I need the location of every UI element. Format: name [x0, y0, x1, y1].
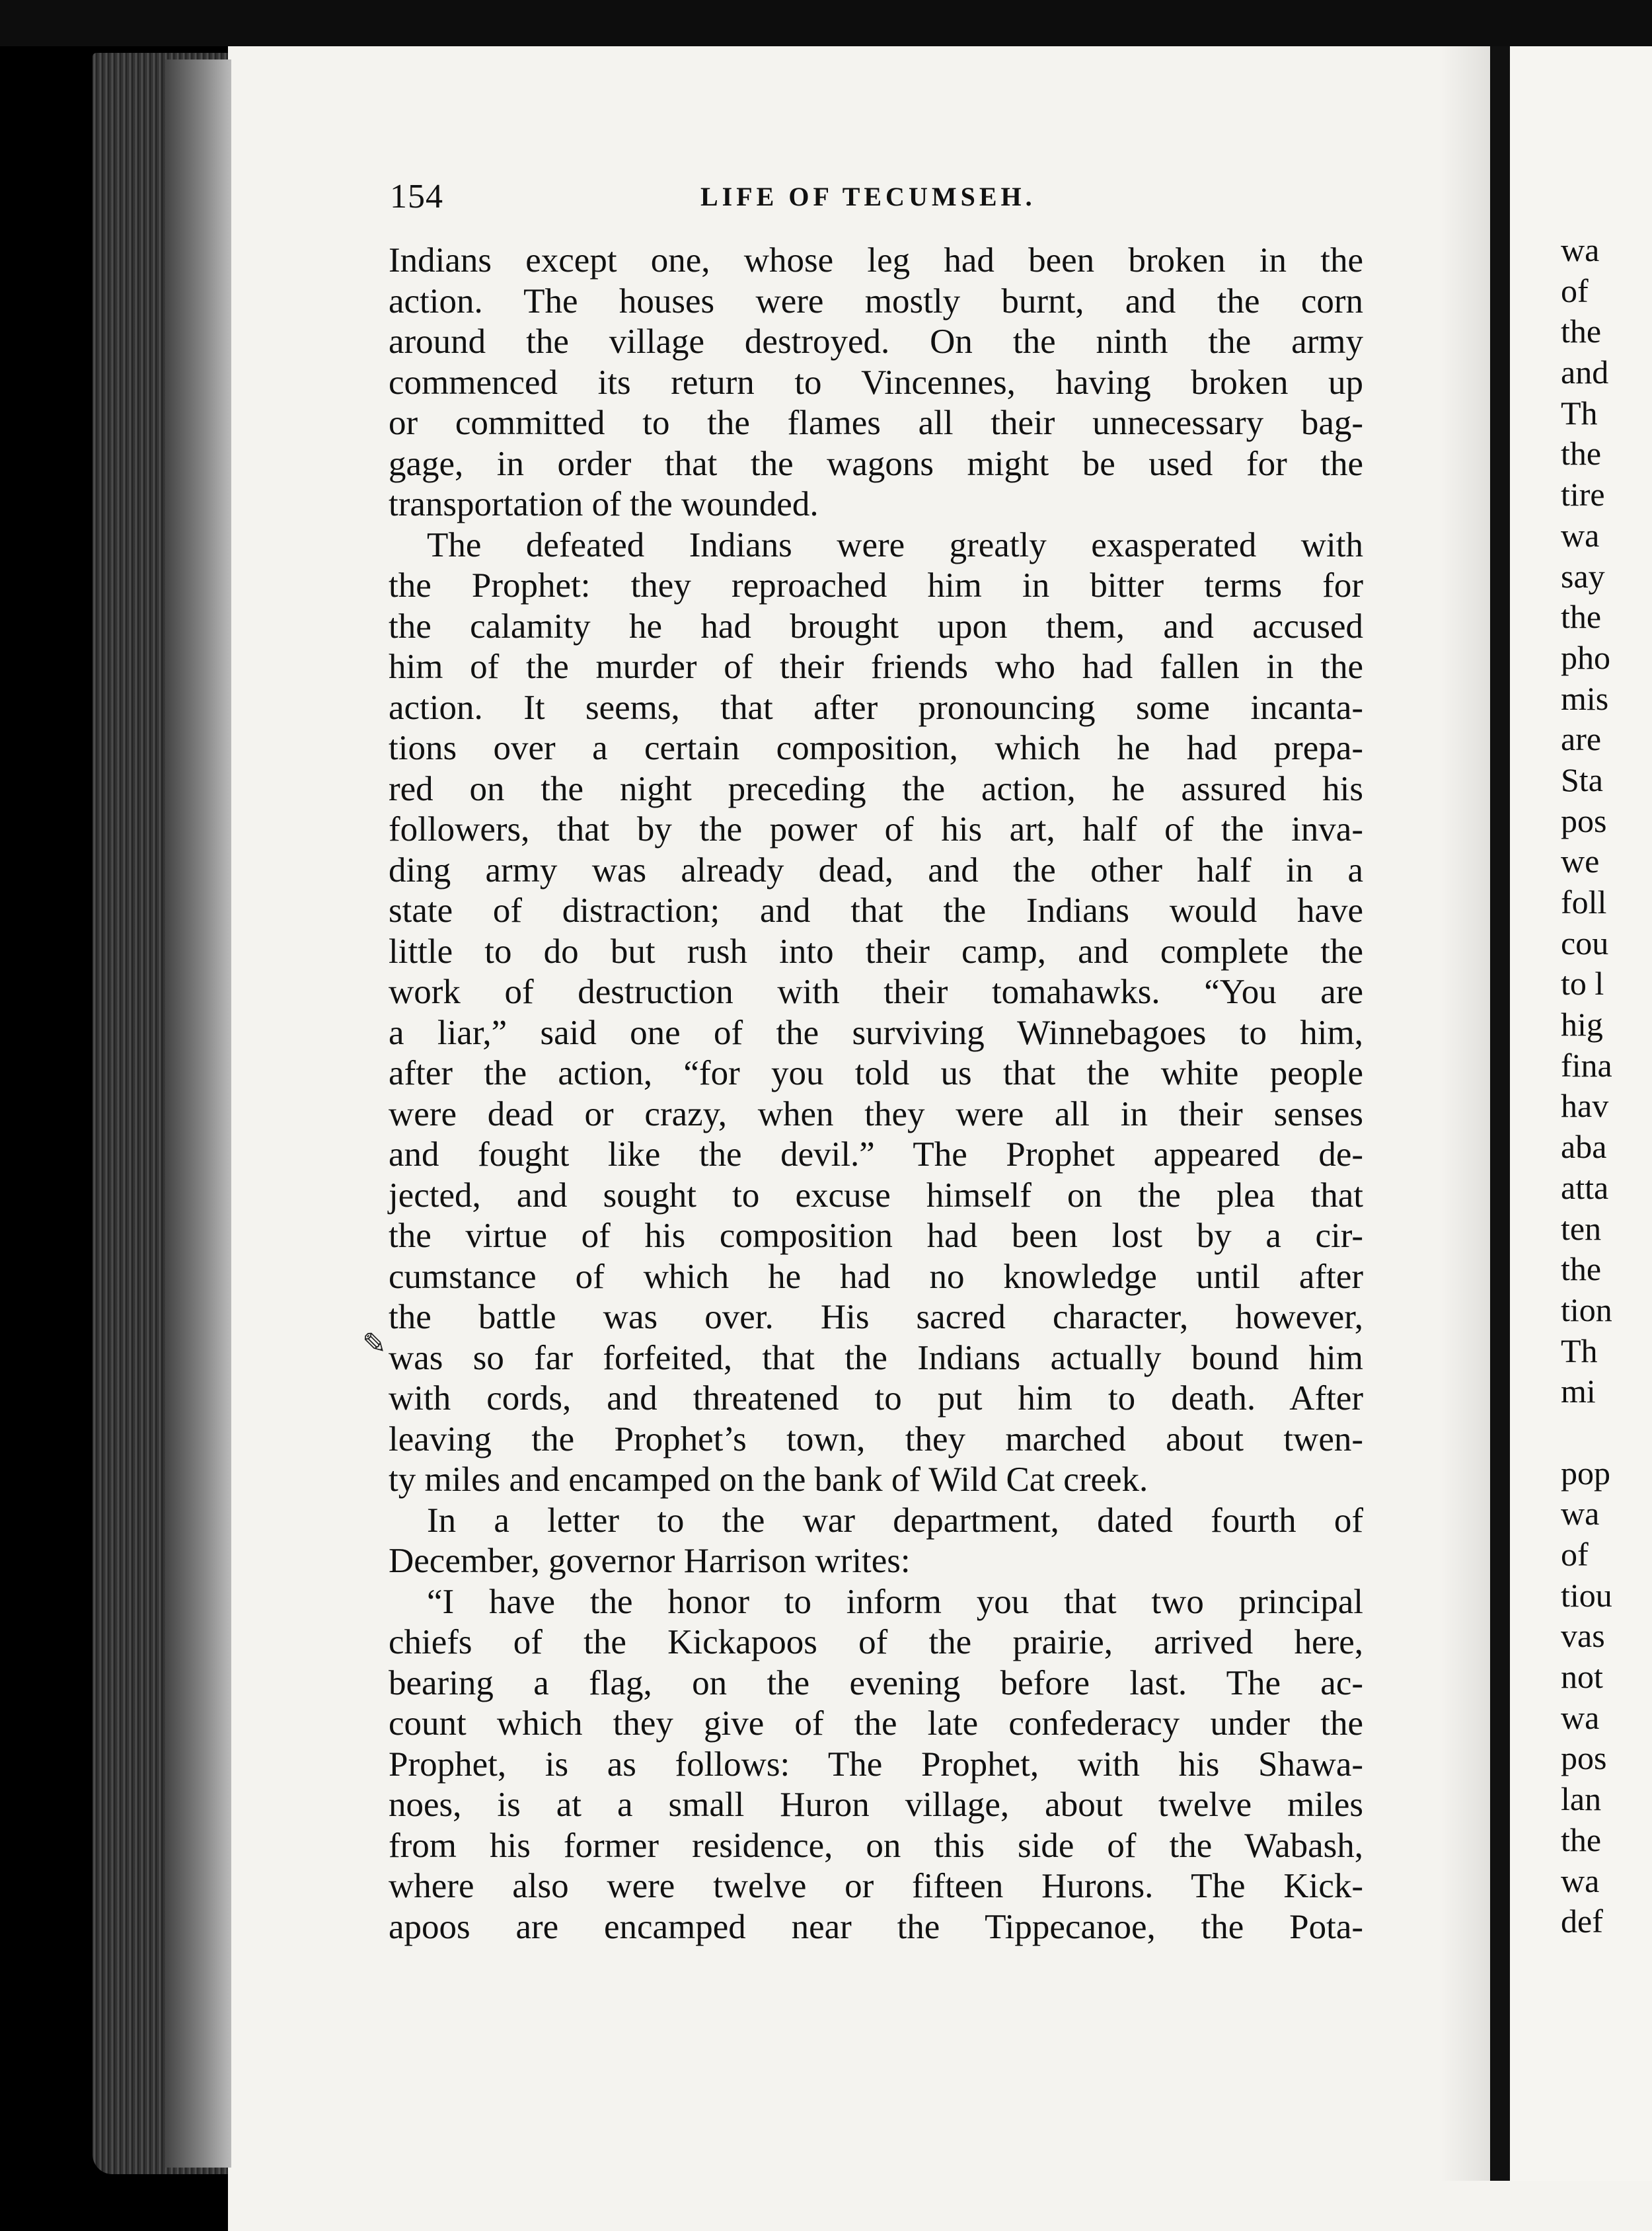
- running-title: LIFE OF TECUMSEH.: [700, 182, 1036, 211]
- fragment-line: mi: [1561, 1373, 1596, 1410]
- text-line: commenced its return to Vincennes, having broken up: [389, 363, 1363, 402]
- fragment-line: tiou: [1561, 1576, 1612, 1614]
- text-line: tions over a certain composition, which he had prepa-: [389, 729, 1363, 767]
- fragment-line: of: [1561, 272, 1589, 309]
- fragment-line: are: [1561, 720, 1602, 758]
- page-edge-highlight: [165, 59, 231, 2168]
- fragment-line: def: [1561, 1903, 1603, 1940]
- text-line: followers, that by the power of his art, half of the inva-: [389, 810, 1363, 849]
- fragment-line: tion: [1561, 1291, 1612, 1328]
- text-line: with cords, and threatened to put him to death. After: [389, 1379, 1363, 1418]
- text-line: the calamity he had brought upon them, and accused: [389, 607, 1363, 646]
- fragment-line: pos: [1561, 802, 1607, 839]
- text-line: were dead or crazy, when they were all in their senses: [389, 1094, 1363, 1133]
- fragment-line: foll: [1561, 884, 1607, 921]
- text-line: a liar,” said one of the surviving Winnebagoes to him,: [389, 1013, 1363, 1052]
- text-line: where also were twelve or fifteen Hurons. The Kick-: [389, 1867, 1363, 1905]
- fragment-line: pos: [1561, 1739, 1607, 1777]
- fragment-line: wa: [1561, 1495, 1600, 1532]
- text-line: little to do but rush into their camp, and complete the: [389, 932, 1363, 971]
- fragment-line: tire: [1561, 476, 1605, 513]
- page-bottom-margin: [228, 2181, 1652, 2231]
- text-line: bearing a flag, on the evening before last. The ac-: [389, 1663, 1363, 1702]
- text-line: the battle was over. His sacred character, however,: [389, 1298, 1363, 1336]
- fragment-line: Sta: [1561, 761, 1603, 798]
- gutter-shadow: [1441, 46, 1490, 2231]
- fragment-line: the: [1561, 435, 1602, 473]
- text-line: action. It seems, that after pronouncing some incanta-: [389, 688, 1363, 727]
- fragment-line: hav: [1561, 1087, 1609, 1125]
- fragment-line: to l: [1561, 965, 1604, 1002]
- text-line: leaving the Prophet’s town, they marched about twen-: [389, 1419, 1363, 1458]
- fragment-line: ten: [1561, 1209, 1602, 1247]
- fragment-line: Th: [1561, 1332, 1598, 1369]
- fragment-line: hig: [1561, 1006, 1603, 1043]
- text-line: The defeated Indians were greatly exasperated with: [427, 525, 1363, 564]
- fragment-line: mis: [1561, 679, 1609, 717]
- fragment-line: [1561, 1412, 1652, 1453]
- text-line: him of the murder of their friends who had fallen in the: [389, 648, 1363, 686]
- running-head: [390, 177, 1361, 223]
- fragment-line: lan: [1561, 1780, 1602, 1818]
- text-line: after the action, “for you told us that the white people: [389, 1054, 1363, 1092]
- fragment-line: cou: [1561, 924, 1609, 962]
- fragment-line: vas: [1561, 1617, 1605, 1655]
- text-line: jected, and sought to excuse himself on the plea that: [389, 1176, 1363, 1215]
- text-line: count which they give of the late confederacy under the: [389, 1704, 1363, 1743]
- text-line: December, governor Harrison writes:: [389, 1542, 911, 1580]
- fragment-line: wa: [1561, 516, 1600, 554]
- facing-page-fragment: [1561, 230, 1652, 1942]
- fragment-line: we: [1561, 843, 1600, 880]
- scan-background: [0, 0, 1652, 46]
- fragment-line: the: [1561, 1821, 1602, 1858]
- text-line: apoos are encamped near the Tippecanoe, the Pota-: [389, 1907, 1363, 1946]
- fragment-line: wa: [1561, 1698, 1600, 1736]
- fragment-line: the: [1561, 1250, 1602, 1288]
- text-line: Prophet, is as follows: The Prophet, with his Shawa-: [389, 1745, 1363, 1784]
- text-line: In a letter to the war department, dated fourth of: [427, 1501, 1363, 1540]
- fragment-line: of: [1561, 1536, 1589, 1573]
- text-line: from his former residence, on this side of the Wabash,: [389, 1826, 1363, 1865]
- fragment-line: say: [1561, 557, 1605, 595]
- text-line: gage, in order that the wagons might be used for the: [389, 444, 1363, 483]
- fragment-line: atta: [1561, 1168, 1609, 1206]
- text-line: cumstance of which he had no knowledge until after: [389, 1257, 1363, 1296]
- text-line: or committed to the flames all their unnecessary bag-: [389, 404, 1363, 442]
- text-line: the Prophet: they reproached him in bitter terms for: [389, 566, 1363, 605]
- fragment-line: pop: [1561, 1454, 1610, 1492]
- fragment-line: fina: [1561, 1046, 1612, 1084]
- fragment-line: the: [1561, 598, 1602, 636]
- text-line: ty miles and encamped on the bank of Wild Cat creek.: [389, 1460, 1148, 1499]
- text-line: ding army was already dead, and the other half in a: [389, 851, 1363, 889]
- text-line: around the village destroyed. On the ninth the army: [389, 322, 1363, 361]
- text-line: was so far forfeited, that the Indians actually bound him: [389, 1338, 1363, 1377]
- fragment-line: not: [1561, 1658, 1603, 1696]
- book-gutter: [1490, 46, 1510, 2201]
- text-line: and fought like the devil.” The Prophet appeared de-: [389, 1135, 1363, 1174]
- fragment-line: aba: [1561, 1128, 1607, 1166]
- margin-annotation-mark: ✎: [362, 1328, 387, 1360]
- text-line: work of destruction with their tomahawks. “You are: [389, 973, 1363, 1011]
- text-line: Indians except one, whose leg had been broken in the: [389, 241, 1363, 280]
- fragment-line: pho: [1561, 638, 1610, 676]
- text-line: red on the night preceding the action, he assured his: [389, 769, 1363, 808]
- body-text: [389, 241, 1363, 1947]
- text-line: action. The houses were mostly burnt, and the corn: [389, 282, 1363, 321]
- fragment-line: the: [1561, 313, 1602, 350]
- text-line: “I have the honor to inform you that two principal: [427, 1582, 1363, 1621]
- text-line: transportation of the wounded.: [389, 485, 819, 523]
- text-line: chiefs of the Kickapoos of the prairie, arrived here,: [389, 1623, 1363, 1661]
- fragment-line: wa: [1561, 231, 1600, 268]
- page-number: 154: [390, 178, 443, 215]
- fragment-line: and: [1561, 354, 1609, 391]
- text-line: the virtue of his composition had been lost by a cir-: [389, 1217, 1363, 1255]
- fragment-line: wa: [1561, 1862, 1600, 1899]
- text-line: state of distraction; and that the Indians would have: [389, 891, 1363, 930]
- fragment-line: Th: [1561, 394, 1598, 432]
- text-line: noes, is at a small Huron village, about twelve miles: [389, 1786, 1363, 1824]
